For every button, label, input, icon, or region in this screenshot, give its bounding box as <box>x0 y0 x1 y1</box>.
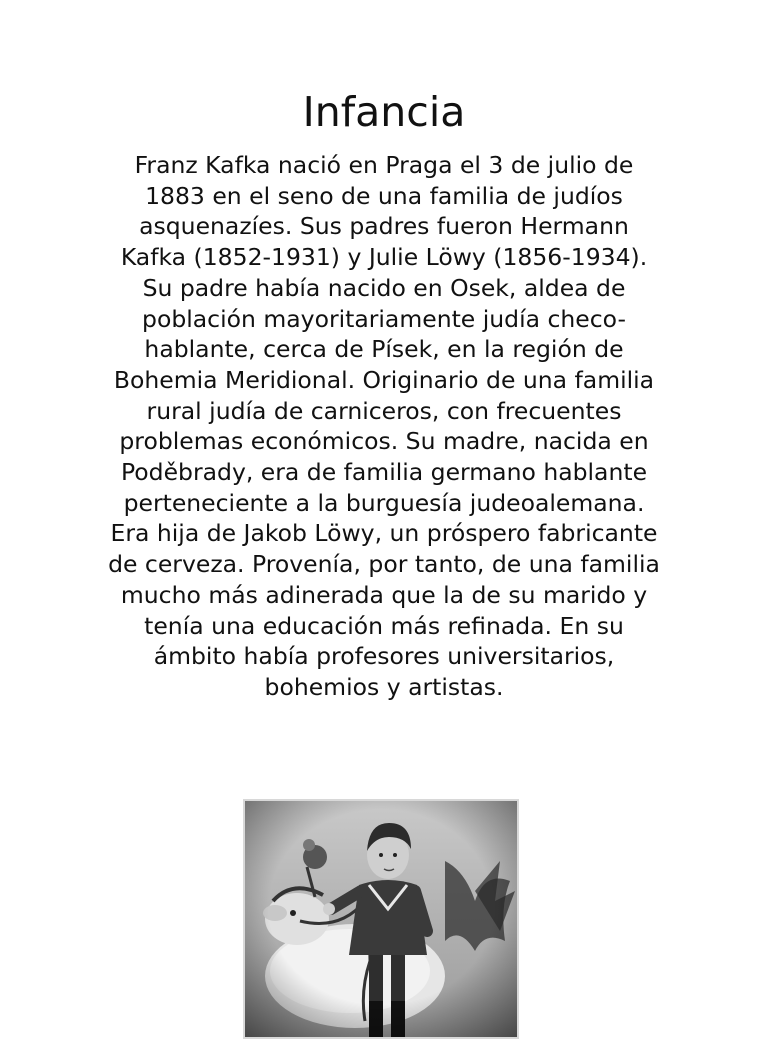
page-title: Infancia <box>302 88 466 136</box>
childhood-photo <box>243 799 519 1039</box>
body-paragraph: Franz Kafka nació en Praga el 3 de julio de 1883 en el seno de una familia de judíos asquenazíes. Sus padres fueron Hermann Kafka (1852-1931) y Julie Löwy (1856-1934). Su padre había nacido en Osek, aldea de población mayoritariamente judía checo-hablante, cerca de Písek, en la región de Bohemia Meridional. Originario de una familia rural judía de carniceros, con frecuentes problemas económicos. Su madre, nacida en Poděbrady, era de familia germano hablante perteneciente a la burguesía judeoalemana. Era hija de Jakob Löwy, un próspero fabricante de cerveza. Provenía, por tanto, de una familia mucho más adinerada que la de su marido y tenía una educación más refinada. En su ámbito había profesores universitarios, bohemios y artistas. <box>108 151 660 701</box>
